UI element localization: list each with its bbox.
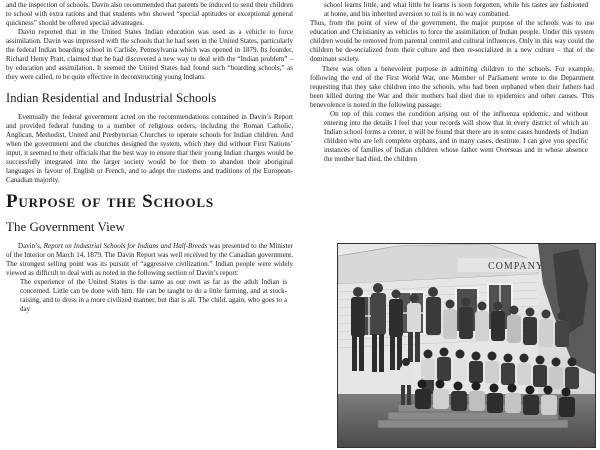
- paragraph-us-assimilation: Davin reported that in the United States Indian education was used as a vehicle to force assimilation. Davin was impressed with the schools that he had seen in the United States, particularly the federal Indian boarding school in Carlisle, Pennsylvania which was opened in 1879. Its founder, Richard Henry Pratt, claimed that he had discovered a new way to deal with the “Indian problem” – by education and assimilation. It seemed the United States had found such “boarding schools,” as they were called, to be quite effective in deconstructing young Indians.: [6, 28, 293, 81]
- paragraph-davin-report: Davin’s, Report on Industrial Schools for Indians and Half-Breeds was presented to the Minister of the Interior on March 14, 1879. The Davin Report was well received by the Canadian government. The strongest selling point was its pursuit of “aggressive civilization.” Indian people were widely viewed as difficult to deal with as noted in the following section of Davin’s report:: [6, 242, 293, 277]
- left-column: [6, 0, 293, 314]
- group-photo-image: [338, 244, 595, 447]
- paragraph-davin-recommendations: and the inspection of schools. Davin also recommended that parents be induced to send their children to school with extra rations and that students who showed “special aptitudes or exceptional general quickness” should be offered special advantages.: [6, 1, 293, 27]
- paragraph-government-purpose: Thus, from the point of view of the government, the major purpose of the schools was to use education and Christianity as vehicles to force the assimilation of Indian people. Under this system children would be removed from parental control and cultural influences. Only in this way could the children be de-socialized from their culture and then re-socialized in a new culture – that of the dominant society.: [310, 19, 594, 63]
- paragraph-benevolent-purpose: There was often a benevolent purpose in admitting children to the schools. For example, following the end of the First World War, one Member of Parliament wrote to the Department requesting that they take children into the schools, who had been orphaned when their fathers had been killed during the War and their mothers had died due to epidemics and other causes. This benevolence is noted in the following passage:: [310, 65, 594, 109]
- heading-purpose-of-schools: Purpose of the Schools: [6, 191, 214, 212]
- quote-influenza: On top of this comes the condition arising out of the influenza epidemic, and without entering into the details I feel that your records will show that in every district of which an Indian school forms a center, it will be found that there are in some cases hundreds of Indian children who are left complete orphans, and in many cases, destitute. I can give you specific instances of families of Indian children whose father went Overseas and in whose absence the mother had died, the children: [324, 110, 588, 163]
- paragraph-federal-funding: Eventually the federal government acted on the recommendations contained in Davin’s Report and provided federal funding to a number of religious orders, including the Roman Catholic, Anglican, Methodist, United and Presbyterian Churches to operate schools for Indian children. And when the government and the churches designed the system, which they did without First Nations’ input, it seemed to their officials that the best way to ensure that their young Indian charges would be successfully integrated into the larger society would be for them to abandon their aboriginal languages in favour of English or French, and to adopt the customs and traditions of the European-Canadian majority.: [6, 113, 293, 184]
- historical-group-photo: [337, 243, 596, 448]
- heading-government-view: The Government View: [6, 219, 125, 234]
- heading-residential-schools: Indian Residential and Industrial Schools: [6, 91, 217, 105]
- quote-davin-report: The experience of the United States is the same as our own as far as the adult Indian is concerned. Little can be done with him. He can be taught to do a little farming, and at stock-raising, and to dress in a more civilized manner, but that is all. The child, again, who goes to a day: [20, 278, 287, 313]
- quote-davin-continued: school learns little, and what little he learns is soon forgotten, while his tastes are fashioned at home, and his inherited aversion to toil is in no way combatted.: [324, 1, 588, 18]
- report-title: Report on Industrial Schools for Indians and Half-Breeds: [43, 242, 208, 250]
- right-column: [310, 0, 594, 164]
- building-sign: COMPANY: [488, 261, 545, 272]
